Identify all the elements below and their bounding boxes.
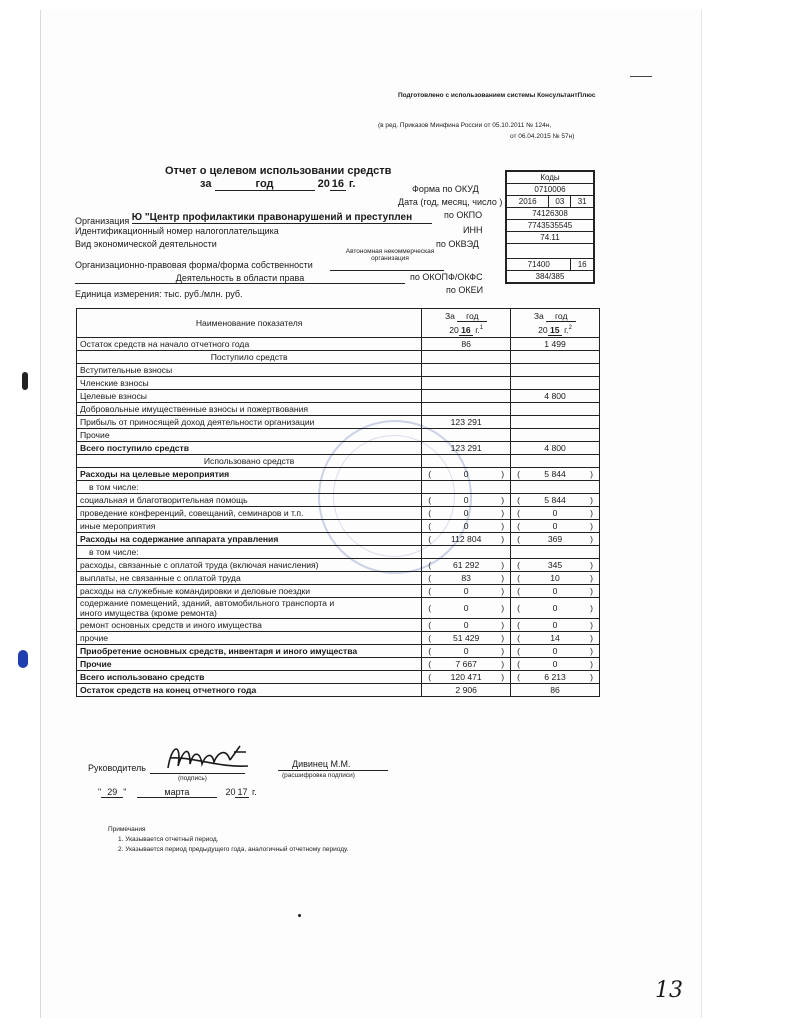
row-value-cur: 86 [422, 338, 511, 351]
table-row [77, 442, 600, 455]
row-value-cur: ( ) 0 [422, 507, 511, 520]
head-label: Руководитель [88, 763, 146, 773]
row-label: иные мероприятия [77, 520, 422, 533]
table-row [77, 455, 600, 468]
binder-hole-top [22, 372, 28, 390]
okopf-label: по ОКОПФ/ОКФС [410, 272, 483, 282]
table-row [77, 632, 600, 645]
col-header-name: Наименование показателя [77, 309, 422, 338]
notes-title: Примечания [108, 826, 146, 833]
row-value-prev: 4 800 [511, 442, 600, 455]
okei-code: 384/385 [506, 271, 594, 284]
corner-line [630, 76, 652, 77]
okei-label: по ОКЕИ [446, 285, 484, 295]
row-value-cur [422, 377, 511, 390]
note-2: 2. Указывается период предыдущего года, аналогичный отчетному периоду. [118, 846, 349, 853]
table-row [77, 598, 600, 619]
row-label: ремонт основных средств и иного имущества [77, 619, 422, 632]
table-row [77, 507, 600, 520]
col-header-prev-top: За год [511, 309, 600, 324]
row-value-prev [511, 351, 600, 364]
row-label: Прочие [77, 658, 422, 671]
okud-label: Форма по ОКУД [412, 184, 479, 194]
row-value-prev [511, 416, 600, 429]
row-value-cur [422, 546, 511, 559]
row-label: Расходы на целевые мероприятия [77, 468, 422, 481]
row-value-cur: ( ) 112 804 [422, 533, 511, 546]
okved-code: 74.11 [506, 232, 594, 244]
inn-code: 7743535545 [506, 220, 594, 232]
edition-line-2: от 06.04.2015 № 57н) [510, 133, 575, 140]
row-label: Прибыль от приносящей доход деятельности организации [77, 416, 422, 429]
okfs-code: 16 [571, 259, 594, 271]
activity-value: Деятельность в области права [75, 273, 405, 284]
table-row [77, 619, 600, 632]
row-value-cur: 123 291 [422, 442, 511, 455]
table-row [77, 658, 600, 671]
row-value-cur: ( ) 0 [422, 619, 511, 632]
row-value-prev: 4 800 [511, 390, 600, 403]
row-value-cur [422, 403, 511, 416]
row-label: Использовано средств [77, 455, 422, 468]
sign-date: " 29 " марта 20 17 г. [98, 787, 257, 797]
row-value-cur: ( ) 7 667 [422, 658, 511, 671]
row-label: Приобретение основных средств, инвентаря и иного имущества [77, 645, 422, 658]
legal-form-line [330, 270, 444, 271]
table-row [77, 684, 600, 697]
row-value-prev [511, 455, 600, 468]
table-row [77, 559, 600, 572]
row-label: содержание помещений, зданий, автомобильного транспорта и иного имущества (кроме ремонта) [77, 598, 422, 619]
row-label: Поступило средств [77, 351, 422, 364]
row-label: социальная и благотворительная помощь [77, 494, 422, 507]
name-caption: (расшифровка подписи) [282, 772, 355, 779]
row-value-cur: ( ) 0 [422, 585, 511, 598]
legal-form-label: Организационно-правовая форма/форма собственности [75, 260, 313, 270]
org-line: Организация Ю "Центр профилактики правонарушений и преступлен [75, 212, 432, 226]
row-label: Целевые взносы [77, 390, 422, 403]
legal-form-value: Автономная некоммерческая организация [345, 248, 435, 262]
date-label: Дата (год, месяц, число ) [398, 197, 503, 207]
table-row [77, 377, 600, 390]
table-row [77, 533, 600, 546]
inn-label: Идентификационный номер налогоплательщика [75, 226, 279, 236]
row-value-cur [422, 455, 511, 468]
report-period: за год 20 16 г. [200, 178, 356, 190]
table-row [77, 572, 600, 585]
row-value-prev: ( ) 0 [511, 619, 600, 632]
row-value-prev: ( ) 0 [511, 507, 600, 520]
table-row [77, 390, 600, 403]
row-value-prev: ( ) 0 [511, 585, 600, 598]
row-value-cur: ( ) 0 [422, 468, 511, 481]
inn-short-label: ИНН [463, 225, 483, 235]
row-value-cur [422, 390, 511, 403]
row-value-prev [511, 429, 600, 442]
row-value-cur [422, 351, 511, 364]
row-label: Всего поступило средств [77, 442, 422, 455]
table-row [77, 364, 600, 377]
row-value-cur [422, 364, 511, 377]
row-value-prev [511, 403, 600, 416]
row-value-prev: 1 499 [511, 338, 600, 351]
row-value-cur: 2 906 [422, 684, 511, 697]
row-label: Прочие [77, 429, 422, 442]
row-value-prev: ( ) 14 [511, 632, 600, 645]
row-value-cur: 123 291 [422, 416, 511, 429]
row-value-prev: ( ) 5 844 [511, 494, 600, 507]
binder-hole-bottom [18, 650, 28, 668]
row-value-prev: ( ) 6 213 [511, 671, 600, 684]
row-value-prev: ( ) 10 [511, 572, 600, 585]
row-value-prev: ( ) 345 [511, 559, 600, 572]
row-value-cur: ( ) 51 429 [422, 632, 511, 645]
row-value-cur: ( ) 83 [422, 572, 511, 585]
row-value-prev [511, 481, 600, 494]
ink-dot [298, 914, 301, 917]
table-row [77, 585, 600, 598]
row-value-cur: ( ) 0 [422, 598, 511, 619]
codes-table [505, 170, 595, 284]
report-table [76, 308, 600, 697]
row-label: Остаток средств на конец отчетного года [77, 684, 422, 697]
head-name: Дивинец М.М. [292, 759, 351, 769]
okopf-code: 71400 [506, 259, 571, 271]
row-value-prev: ( ) 0 [511, 520, 600, 533]
okpo-label: по ОКПО [444, 210, 483, 220]
table-row [77, 468, 600, 481]
edition-line-1: (в ред. Приказов Минфина России от 05.10.2011 № 124н, [378, 122, 552, 129]
row-value-prev: ( ) 369 [511, 533, 600, 546]
name-line [278, 770, 388, 771]
row-value-cur: ( ) 120 471 [422, 671, 511, 684]
note-1: 1. Указывается отчетный период. [118, 836, 219, 843]
report-title: Отчет о целевом использовании средств [165, 165, 392, 177]
table-row [77, 520, 600, 533]
blank-code [506, 244, 594, 259]
table-row [77, 546, 600, 559]
row-label: прочие [77, 632, 422, 645]
row-label: выплаты, не связанные с оплатой труда [77, 572, 422, 585]
table-row [77, 403, 600, 416]
table-row [77, 645, 600, 658]
row-value-cur: ( ) 0 [422, 494, 511, 507]
page-number: 13 [655, 978, 683, 1003]
date-month: 03 [549, 196, 571, 208]
row-value-prev: ( ) 0 [511, 658, 600, 671]
row-value-prev: 86 [511, 684, 600, 697]
row-value-prev: ( ) 0 [511, 645, 600, 658]
col-header-cur-year: 20 16 г.$^1$ [422, 323, 511, 338]
row-label: в том числе: [77, 481, 422, 494]
table-row [77, 351, 600, 364]
row-value-prev: ( ) 0 [511, 598, 600, 619]
handwritten-signature [160, 738, 270, 778]
row-value-cur: ( ) 0 [422, 520, 511, 533]
col-header-prev-year: 20 15 г.$^2$ [511, 323, 600, 338]
codes-header: Коды [506, 171, 594, 184]
okved-label: по ОКВЭД [436, 239, 479, 249]
row-label: Всего использовано средств [77, 671, 422, 684]
sign-caption: (подпись) [178, 775, 207, 782]
row-value-cur [422, 429, 511, 442]
row-label: расходы на служебные командировки и деловые поездки [77, 585, 422, 598]
date-year: 2016 [506, 196, 549, 208]
row-value-cur [422, 481, 511, 494]
table-row [77, 481, 600, 494]
row-label: Членские взносы [77, 377, 422, 390]
row-label: проведение конференций, совещаний, семинаров и т.п. [77, 507, 422, 520]
activity-label: Вид экономической деятельности [75, 239, 217, 249]
table-row [77, 416, 600, 429]
row-value-cur: ( ) 61 292 [422, 559, 511, 572]
row-label: в том числе: [77, 546, 422, 559]
okud-code: 0710006 [506, 184, 594, 196]
table-row [77, 671, 600, 684]
date-day: 31 [571, 196, 594, 208]
row-value-prev [511, 546, 600, 559]
table-row [77, 429, 600, 442]
unit-label: Единица измерения: тыс. руб./млн. руб. [75, 289, 243, 299]
row-label: Вступительные взносы [77, 364, 422, 377]
row-label: Добровольные имущественные взносы и пожертвования [77, 403, 422, 416]
row-label: расходы, связанные с оплатой труда (включая начисления) [77, 559, 422, 572]
row-label: Остаток средств на начало отчетного года [77, 338, 422, 351]
table-row [77, 494, 600, 507]
row-value-prev: ( ) 5 844 [511, 468, 600, 481]
consultant-note: Подготовлено с использованием системы КонсультантПлюс [398, 92, 596, 99]
table-row [77, 338, 600, 351]
row-value-cur: ( ) 0 [422, 645, 511, 658]
col-header-cur-top: За год [422, 309, 511, 324]
row-value-prev [511, 364, 600, 377]
okpo-code: 74126308 [506, 208, 594, 220]
row-value-prev [511, 377, 600, 390]
row-label: Расходы на содержание аппарата управления [77, 533, 422, 546]
